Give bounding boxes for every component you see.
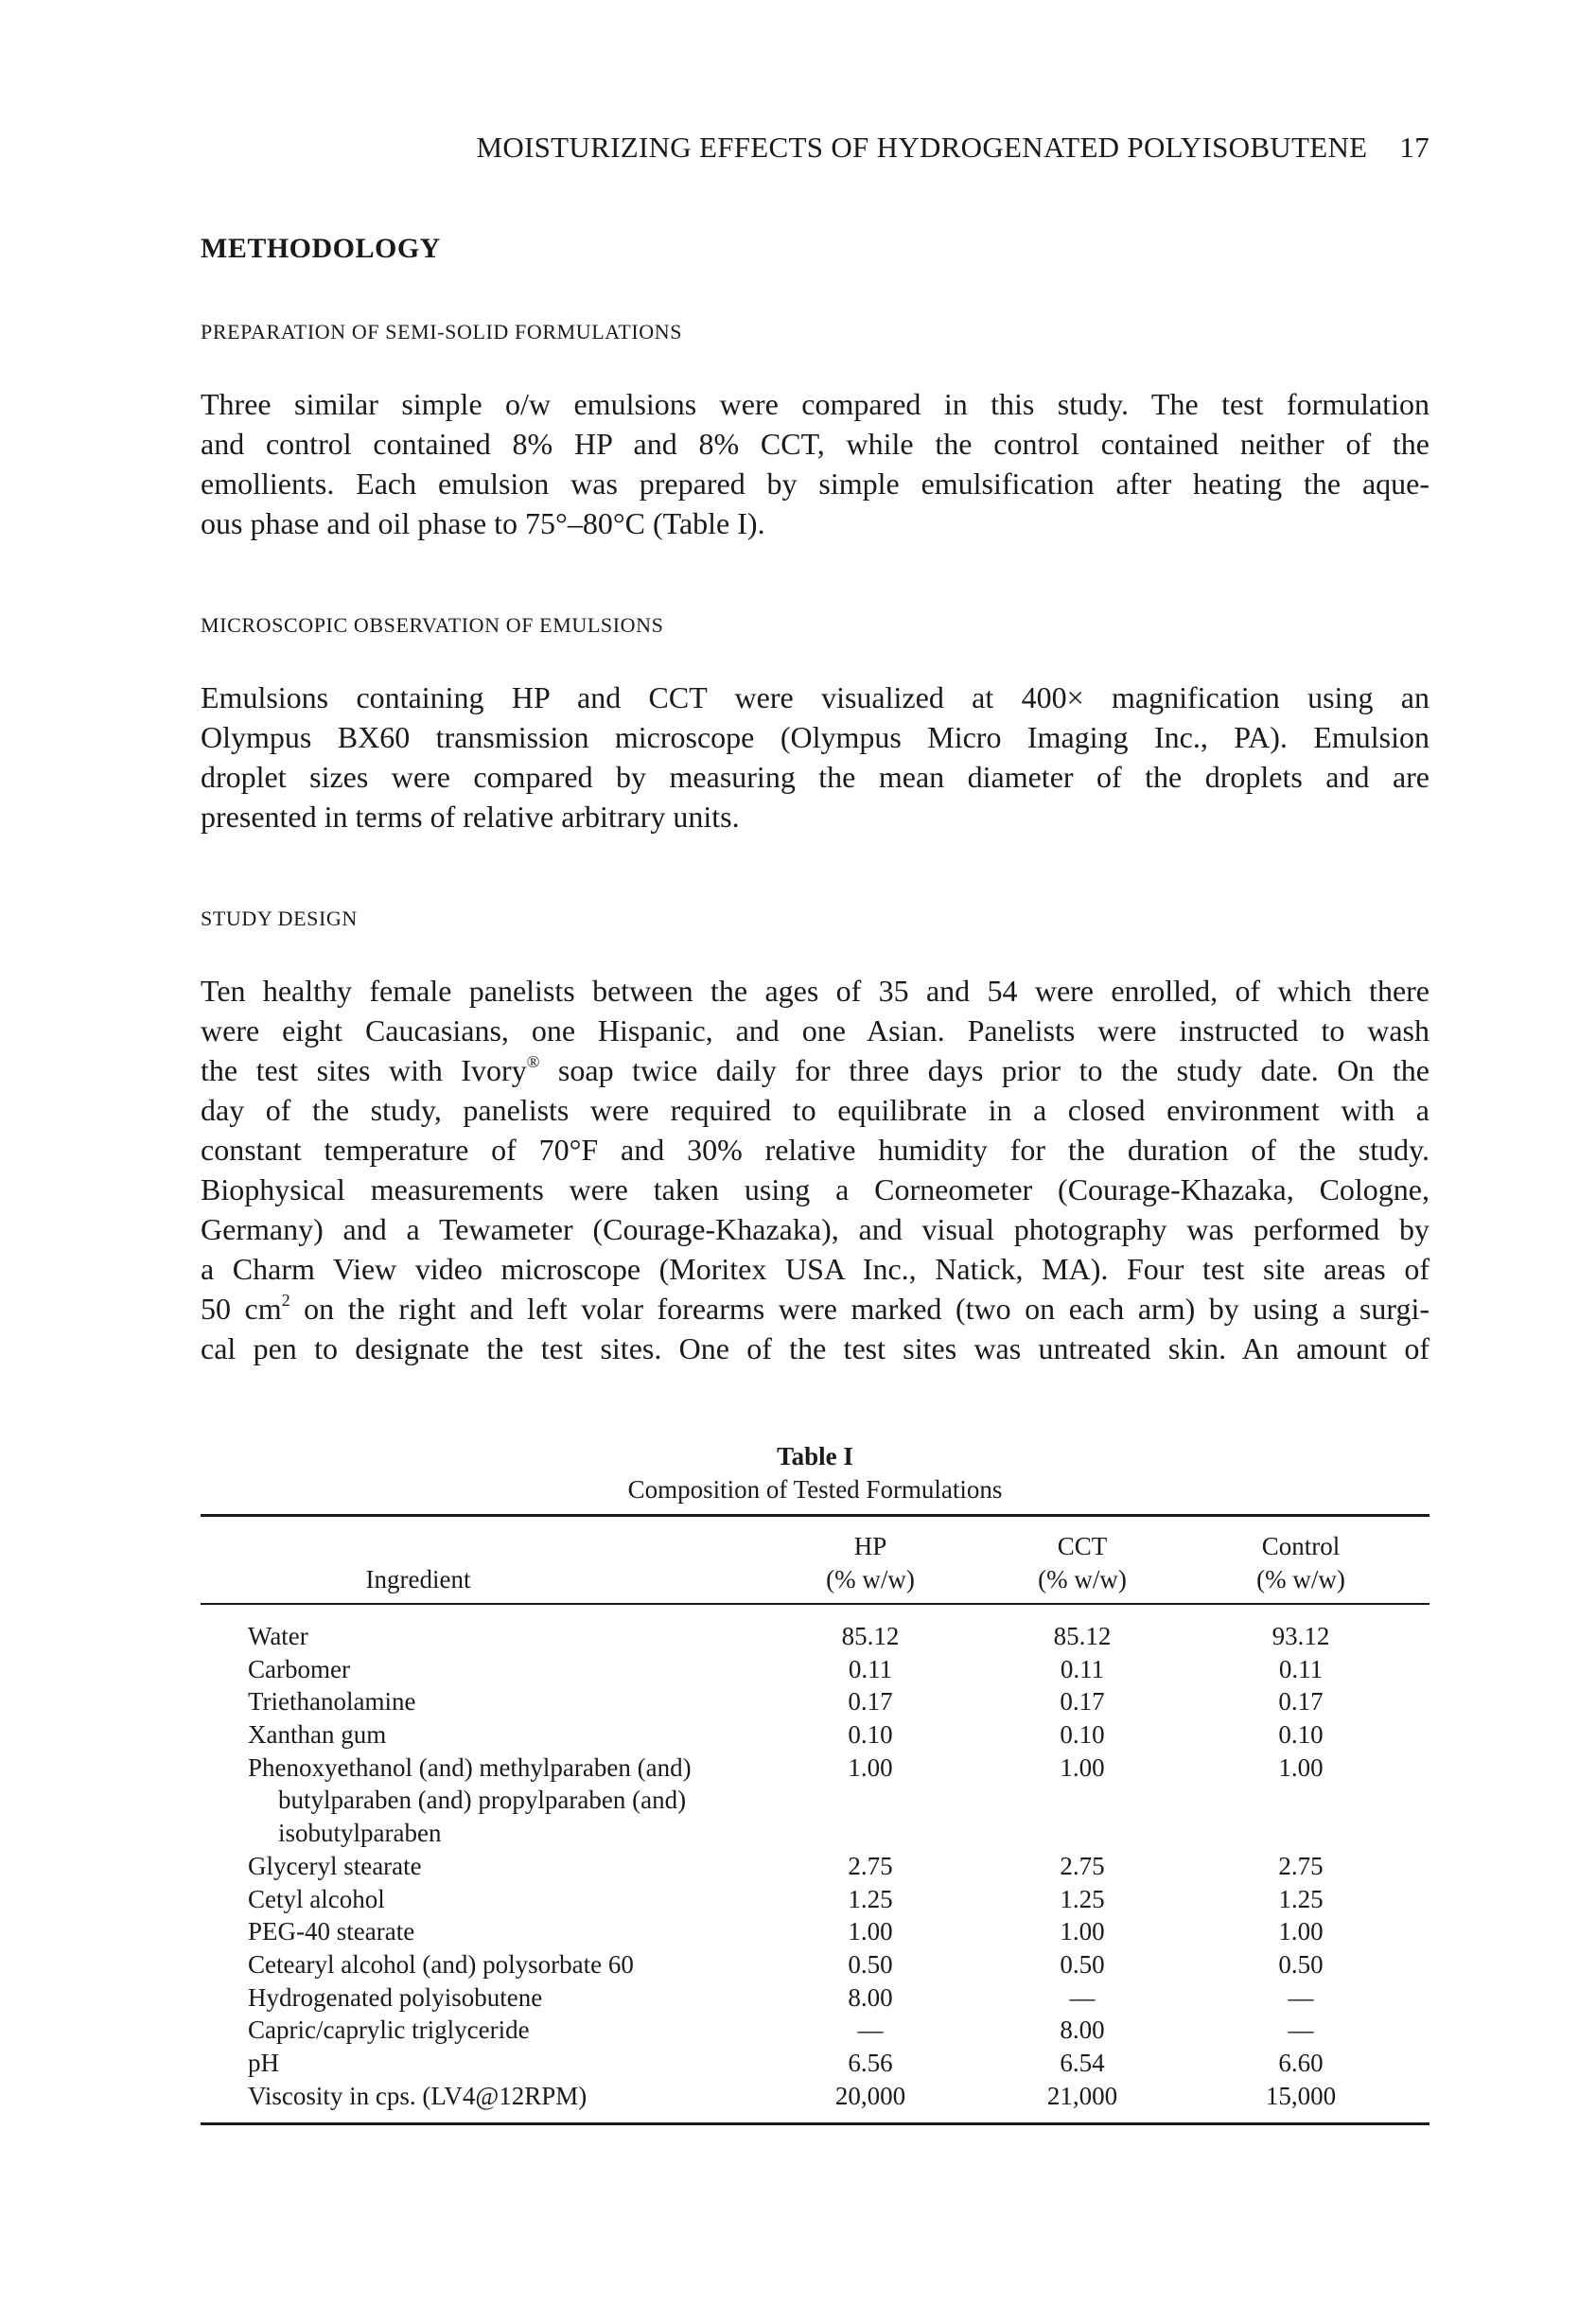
section-title: METHODOLOGY <box>201 233 441 264</box>
table-label: Table I <box>777 1442 853 1470</box>
table-row-continuation <box>201 1784 1429 1817</box>
cell-control: 0.50 <box>1278 1949 1324 1979</box>
cell-ingredient: Hydrogenated polyisobutene <box>248 1982 543 2012</box>
text-span: on the right and left volar forearms were marked (two on each arm) by using a surgi- <box>289 1292 1430 1326</box>
table-row <box>201 2014 1429 2047</box>
cell-ingredient: Viscosity in cps. (LV4@12RPM) <box>248 2081 588 2110</box>
cell-hp: 1.00 <box>848 1752 893 1782</box>
table-caption: Composition of Tested Formulations <box>627 1475 1003 1504</box>
cell-cct: 1.00 <box>1060 1917 1105 1946</box>
table-row <box>201 1718 1429 1752</box>
cell-cct: 21,000 <box>1046 2081 1118 2110</box>
table-row <box>201 1981 1429 2015</box>
header-hp-unit: (% w/w) <box>826 1565 915 1593</box>
cell-cct: 85.12 <box>1053 1622 1112 1650</box>
table-row <box>201 1850 1429 1883</box>
header-control-unit: (% w/w) <box>1256 1565 1345 1593</box>
cell-control: 1.00 <box>1278 1752 1324 1782</box>
cell-cct: 1.25 <box>1060 1884 1105 1913</box>
cell-control: 93.12 <box>1272 1622 1330 1650</box>
cell-control: — <box>1288 2016 1314 2045</box>
cell-ingredient: Phenoxyethanol (and) methylparaben (and) <box>248 1752 692 1782</box>
text-line: emollients. Each emulsion was prepared by simple emulsification after heating the aque- <box>201 466 1429 501</box>
cell-hp: 8.00 <box>848 1982 893 2012</box>
text-span: 50 cm <box>201 1292 282 1326</box>
cell-control: 2.75 <box>1278 1851 1324 1880</box>
cell-ingredient: Glyceryl stearate <box>248 1851 422 1880</box>
cell-ingredient: Cetyl alcohol <box>248 1884 385 1913</box>
table-body <box>201 1620 1429 2112</box>
header-ingredient: Ingredient <box>365 1565 471 1593</box>
cell-control: 1.25 <box>1278 1884 1324 1913</box>
table-row <box>201 1685 1429 1718</box>
cell-ingredient: PEG-40 stearate <box>248 1917 415 1946</box>
cell-hp: 0.10 <box>848 1720 893 1750</box>
text-line <box>201 1050 1429 1090</box>
text-line: Three similar simple o/w emulsions were compared in this study. The test formulation <box>201 387 1429 421</box>
table-row <box>201 1653 1429 1686</box>
text-line: Olympus BX60 transmission microscope (Olympus Micro Imaging Inc., PA). Emulsion <box>201 720 1429 754</box>
cell-cct: 1.00 <box>1060 1752 1105 1782</box>
page-number: 17 <box>1399 131 1429 164</box>
text-span: the test sites with Ivory <box>201 1053 527 1087</box>
table-row <box>201 1915 1429 1948</box>
header-hp: HP <box>853 1532 887 1560</box>
text-line: constant temperature of 70°F and 30% relative humidity for the duration of the study. <box>201 1133 1429 1167</box>
cell-hp: 0.17 <box>848 1687 893 1716</box>
cell-cct: 6.54 <box>1060 2048 1105 2077</box>
cell-ingredient: Capric/caprylic triglyceride <box>248 2016 530 2045</box>
cell-cct: 0.50 <box>1060 1949 1105 1979</box>
cell-hp: — <box>857 2016 884 2045</box>
text-line <box>201 1289 1429 1329</box>
superscript: 2 <box>281 1291 290 1310</box>
cell-control: 0.11 <box>1278 1654 1324 1683</box>
text-line: presented in terms of relative arbitrary units. <box>201 800 740 834</box>
paragraph-preparation <box>201 384 1429 543</box>
running-head <box>201 131 1429 165</box>
cell-ingredient: Xanthan gum <box>248 1720 387 1750</box>
cell-hp: 0.11 <box>848 1654 893 1683</box>
running-head-title: MOISTURIZING EFFECTS OF HYDROGENATED POLYISOBUTENE <box>476 131 1368 164</box>
cell-control: — <box>1288 1982 1314 2012</box>
table-row <box>201 1883 1429 1916</box>
cell-ingredient: Water <box>248 1622 308 1650</box>
header-cct: CCT <box>1057 1532 1108 1560</box>
text-line: day of the study, panelists were required to equilibrate in a closed environment with a <box>201 1093 1429 1127</box>
cell-control: 15,000 <box>1265 2081 1337 2110</box>
cell-cct: 0.17 <box>1060 1687 1105 1716</box>
text-line: droplet sizes were compared by measuring the mean diameter of the droplets and are <box>201 760 1429 794</box>
text-line: a Charm View video microscope (Moritex USA Inc., Natick, MA). Four test site areas of <box>201 1252 1429 1286</box>
table-bottom-rule <box>201 2122 1429 2125</box>
cell-ingredient: Triethanolamine <box>248 1687 416 1716</box>
cell-cct: — <box>1069 1982 1096 2012</box>
subheading-study-design: STUDY DESIGN <box>201 907 358 930</box>
cell-ingredient: Cetearyl alcohol (and) polysorbate 60 <box>248 1949 634 1979</box>
text-line: Ten healthy female panelists between the ages of 35 and 54 were enrolled, of which there <box>201 974 1429 1008</box>
text-line: and control contained 8% HP and 8% CCT, while the control contained neither of the <box>201 427 1429 461</box>
text-line: Germany) and a Tewameter (Courage-Khazaka), and visual photography was performed by <box>201 1212 1429 1246</box>
cell-control: 6.60 <box>1278 2048 1324 2077</box>
text-line: Emulsions containing HP and CCT were visualized at 400× magnification using an <box>201 680 1429 714</box>
registered-mark: ® <box>526 1052 540 1071</box>
cell-ingredient: Carbomer <box>248 1654 350 1683</box>
paragraph-study-design <box>201 971 1429 1368</box>
text-span: soap twice daily for three days prior to the study date. On the <box>539 1053 1430 1087</box>
subheading-preparation: PREPARATION OF SEMI-SOLID FORMULATIONS <box>201 320 683 343</box>
table-header <box>201 1530 1429 1598</box>
cell-cct: 8.00 <box>1060 2016 1105 2045</box>
cell-cct: 0.10 <box>1060 1720 1105 1750</box>
table-top-rule <box>201 1514 1429 1517</box>
table-row <box>201 2080 1429 2113</box>
cell-hp: 20,000 <box>834 2081 906 2110</box>
paragraph-microscopic <box>201 678 1429 836</box>
cell-control: 0.17 <box>1278 1687 1324 1716</box>
cell-hp: 6.56 <box>848 2048 893 2077</box>
cell-hp: 0.50 <box>848 1949 893 1979</box>
cell-control: 1.00 <box>1278 1917 1324 1946</box>
cell-ingredient-continuation: butylparaben (and) propylparaben (and) <box>278 1786 687 1815</box>
header-control: Control <box>1261 1532 1341 1560</box>
text-line: Biophysical measurements were taken using a Corneometer (Courage-Khazaka, Cologne, <box>201 1172 1429 1206</box>
table-row-continuation <box>201 1817 1429 1850</box>
header-cct-unit: (% w/w) <box>1038 1565 1127 1593</box>
text-line: ous phase and oil phase to 75°–80°C (Table I). <box>201 506 765 540</box>
cell-control: 0.10 <box>1278 1720 1324 1750</box>
cell-cct: 2.75 <box>1060 1851 1105 1880</box>
cell-ingredient: pH <box>248 2048 279 2077</box>
table-row <box>201 1948 1429 1981</box>
table-row <box>201 1752 1429 1785</box>
cell-cct: 0.11 <box>1060 1654 1105 1683</box>
table-row <box>201 1620 1429 1653</box>
table-row <box>201 2047 1429 2080</box>
cell-ingredient-continuation: isobutylparaben <box>278 1819 442 1848</box>
cell-hp: 2.75 <box>848 1851 893 1880</box>
cell-hp: 1.25 <box>848 1884 893 1913</box>
text-line: cal pen to designate the test sites. One of the test sites was untreated skin. An amount of <box>201 1331 1429 1365</box>
subheading-microscopic: MICROSCOPIC OBSERVATION OF EMULSIONS <box>201 613 664 637</box>
cell-hp: 1.00 <box>848 1917 893 1946</box>
text-line: were eight Caucasians, one Hispanic, and one Asian. Panelists were instructed to wash <box>201 1013 1429 1047</box>
cell-hp: 85.12 <box>841 1622 900 1650</box>
table-header-rule <box>201 1603 1429 1605</box>
